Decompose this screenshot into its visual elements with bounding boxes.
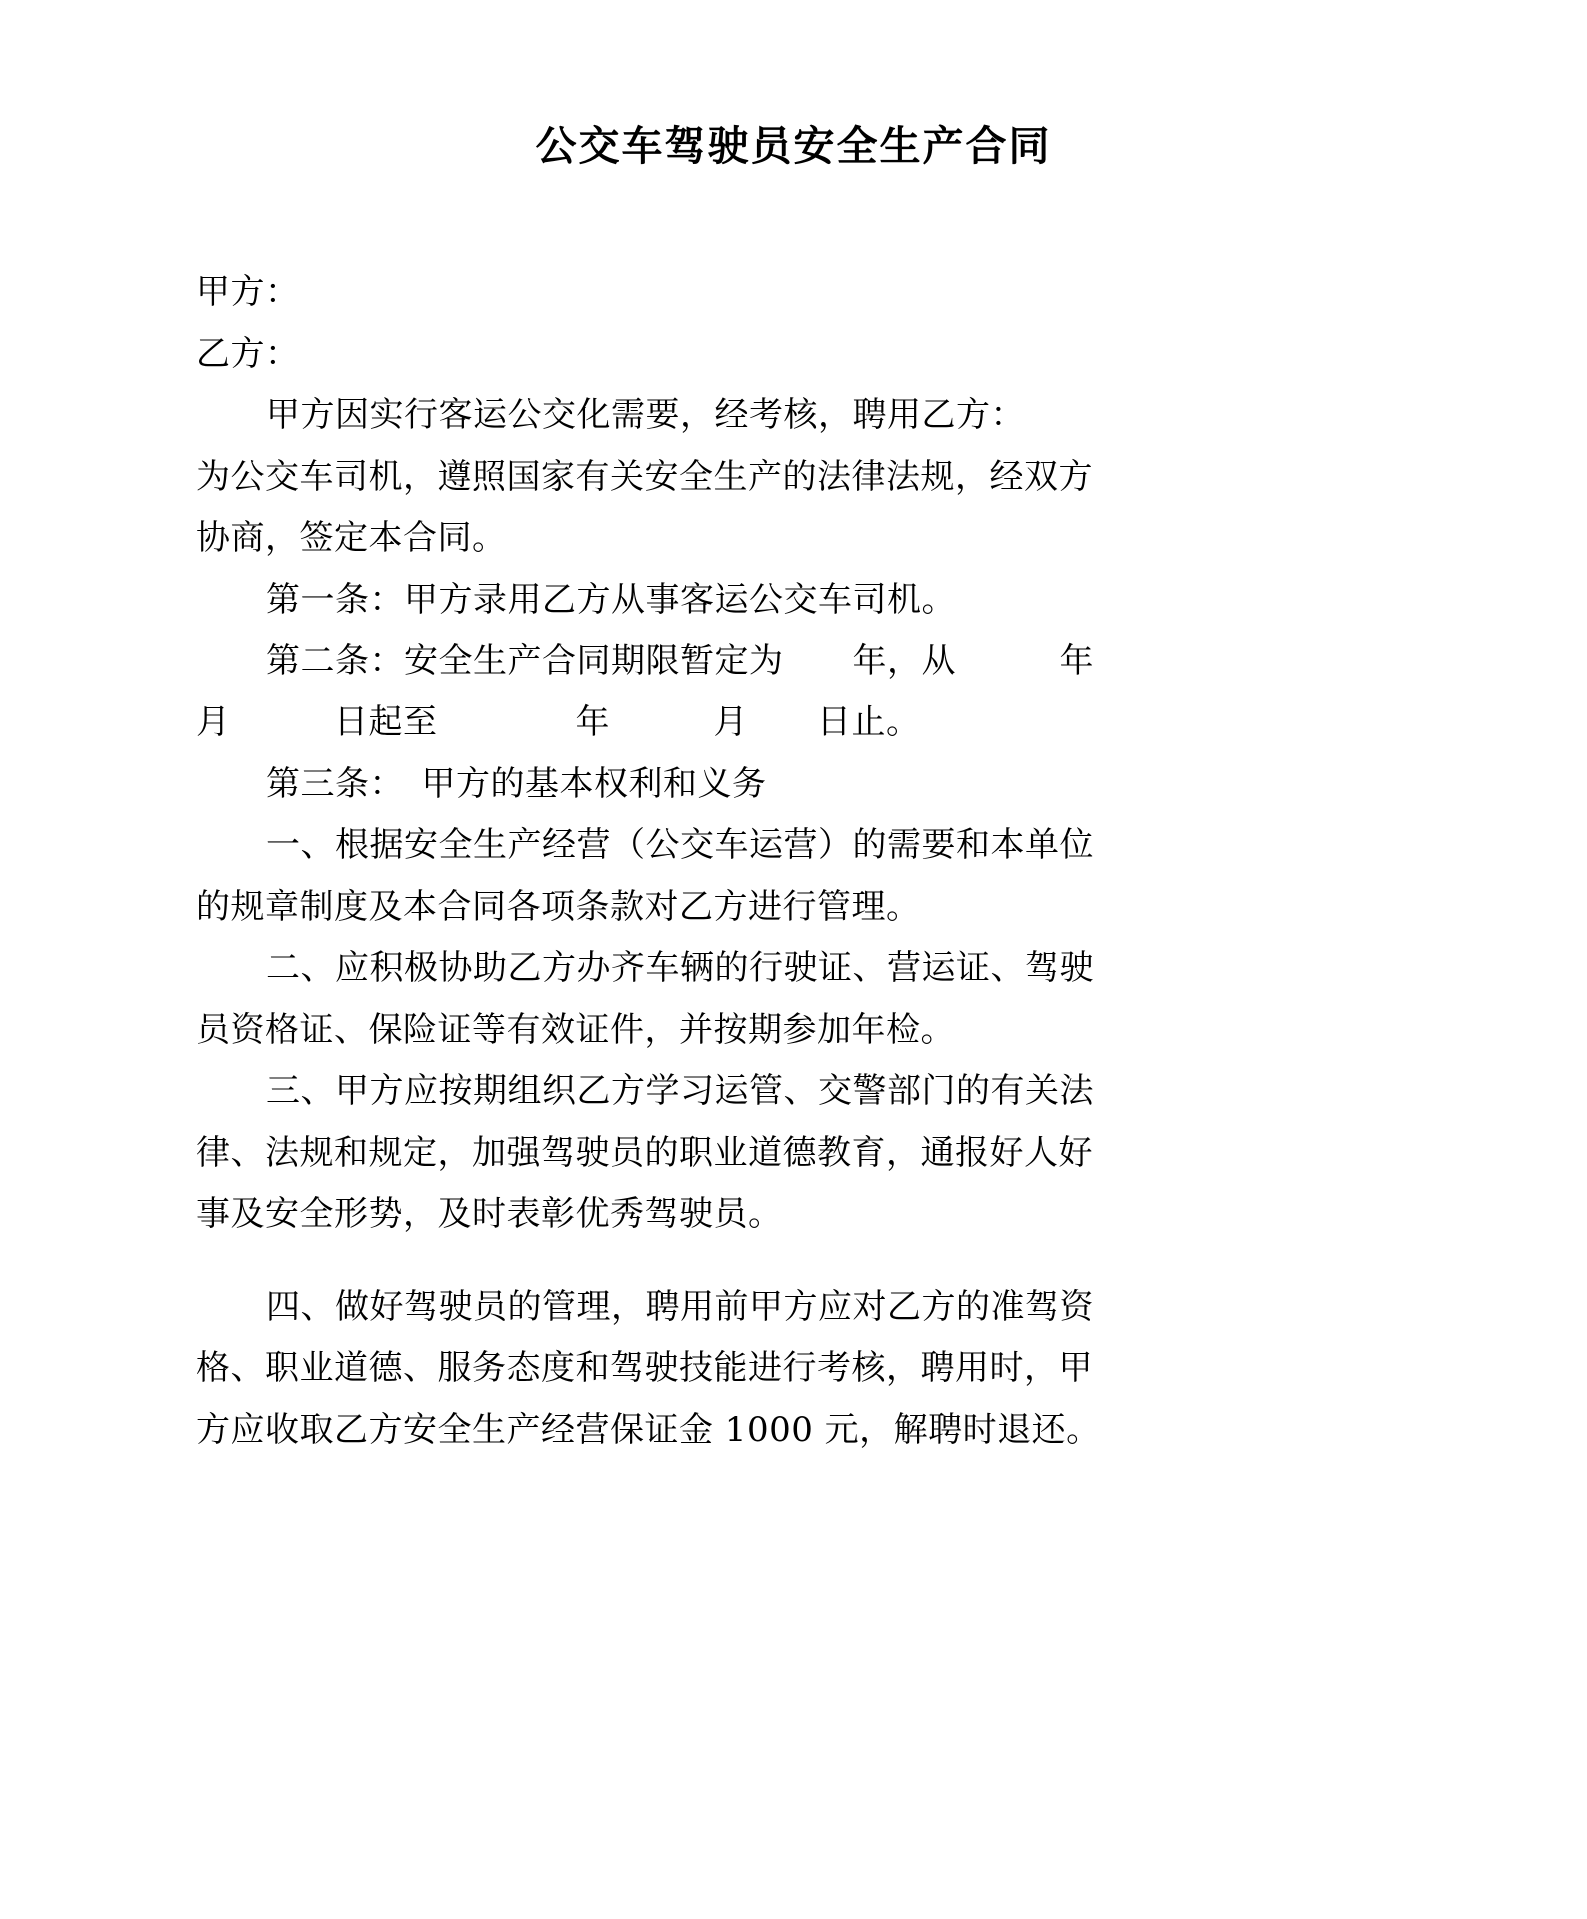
paragraph-preamble-3: 协商，签定本合同。 — [196, 518, 507, 559]
party-a-label: 甲方： — [196, 272, 300, 313]
page-title: 公交车驾驶员安全生产合同 — [535, 122, 1052, 170]
paragraph-item-2-line2: 员资格证、保险证等有效证件，并按期参加年检。 — [196, 1009, 955, 1050]
paragraph-article-2-line2: 月 日起至 年 月 日止。 — [196, 702, 921, 743]
paragraph-item-3-line1: 三、甲方应按期组织乙方学习运管、交警部门的有关法 — [266, 1071, 1094, 1112]
paragraph-article-1: 第一条：甲方录用乙方从事客运公交车司机。 — [266, 579, 956, 620]
party-b-label: 乙方： — [196, 333, 300, 374]
paragraph-item-2-line1: 二、应积极协助乙方办齐车辆的行驶证、营运证、驾驶 — [266, 948, 1094, 989]
paragraph-item-1-line1: 一、根据安全生产经营（公交车运营）的需要和本单位 — [266, 825, 1094, 866]
paragraph-item-3-line2: 律、法规和规定，加强驾驶员的职业道德教育，通报好人好 — [196, 1132, 1093, 1173]
paragraph-item-4-line1: 四、做好驾驶员的管理，聘用前甲方应对乙方的准驾资 — [266, 1286, 1094, 1327]
paragraph-item-3-line3: 事及安全形势，及时表彰优秀驾驶员。 — [196, 1194, 783, 1235]
paragraph-preamble-1: 甲方因实行客运公交化需要，经考核，聘用乙方： — [266, 395, 1025, 436]
title-spacer — [0, 171, 1587, 263]
paragraph-item-4-line3: 方应收取乙方安全生产经营保证金 1000 元，解聘时退还。 — [196, 1409, 1101, 1450]
paragraph-preamble-2: 为公交车司机，遵照国家有关安全生产的法律法规，经双方 — [196, 456, 1093, 497]
paragraph-item-4-line2: 格、职业道德、服务态度和驾驶技能进行考核，聘用时，甲 — [196, 1348, 1093, 1389]
paragraph-item-1-line2: 的规章制度及本合同各项条款对乙方进行管理。 — [196, 886, 921, 927]
paragraph-article-3-heading: 第三条： 甲方的基本权利和义务 — [266, 763, 767, 804]
paragraph-article-2-line1: 第二条：安全生产合同期限暂定为 年，从 年 — [266, 641, 1094, 681]
document-body — [0, 263, 1587, 1459]
